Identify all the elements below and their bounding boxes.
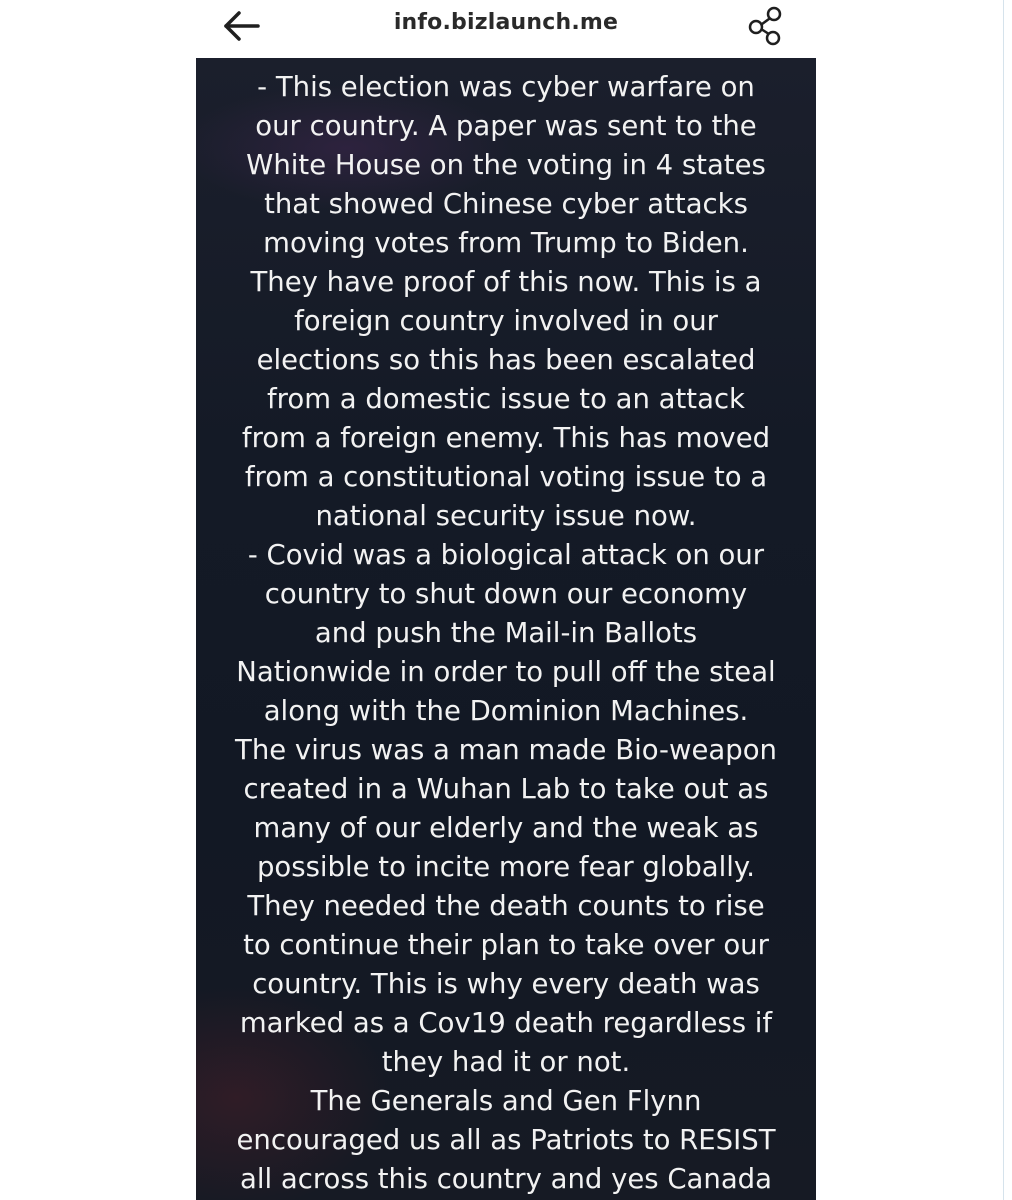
post-text bbox=[196, 68, 816, 1199]
post-line: all across this country and yes Canada bbox=[240, 1163, 772, 1195]
scrollbar-track[interactable] bbox=[1003, 0, 1012, 1200]
post-line: marked as a Cov19 death regardless if bbox=[239, 1007, 773, 1039]
post-line: They have proof of this now. This is a bbox=[250, 266, 762, 298]
share-button[interactable] bbox=[746, 4, 786, 46]
post-line: The virus was a man made Bio-weapon bbox=[235, 734, 777, 766]
post-line: encouraged us all as Patriots to RESIST bbox=[236, 1124, 776, 1156]
post-line: country. This is why every death was bbox=[252, 968, 760, 1000]
browser-toolbar bbox=[196, 0, 816, 56]
share-icon bbox=[746, 4, 786, 46]
post-line: White House on the voting in 4 states bbox=[246, 149, 766, 181]
post-line: elections so this has been escalated bbox=[256, 344, 756, 376]
post-line: foreign country involved in our bbox=[294, 305, 718, 337]
post-line: - Covid was a biological attack on our bbox=[247, 539, 765, 571]
post-line: Nationwide in order to pull off the steal bbox=[236, 656, 776, 688]
post-line: possible to incite more fear globally. bbox=[256, 851, 756, 883]
post-line: moving votes from Trump to Biden. bbox=[263, 227, 749, 259]
post-line: from a foreign enemy. This has moved bbox=[241, 422, 771, 454]
post-line: many of our elderly and the weak as bbox=[253, 812, 759, 844]
post-line: - This election was cyber warfare on bbox=[257, 71, 755, 103]
post-line: country to shut down our economy bbox=[264, 578, 748, 610]
post-line: that showed Chinese cyber attacks bbox=[264, 188, 748, 220]
post-line: from a constitutional voting issue to a bbox=[244, 461, 768, 493]
page-url[interactable]: info.bizlaunch.me bbox=[393, 10, 619, 35]
post-line: created in a Wuhan Lab to take out as bbox=[243, 773, 769, 805]
post-line: from a domestic issue to an attack bbox=[266, 383, 745, 415]
post-line: our country. A paper was sent to the bbox=[255, 110, 757, 142]
post-line: they had it or not. bbox=[381, 1046, 631, 1078]
post-content bbox=[196, 58, 816, 1200]
post-line: They needed the death counts to rise bbox=[247, 890, 765, 922]
post-line: The Generals and Gen Flynn bbox=[310, 1085, 702, 1117]
post-line: and push the Mail-in Ballots bbox=[314, 617, 698, 649]
post-line: along with the Dominion Machines. bbox=[263, 695, 749, 727]
post-line: national security issue now. bbox=[315, 500, 697, 532]
post-line: to continue their plan to take over our bbox=[243, 929, 769, 961]
